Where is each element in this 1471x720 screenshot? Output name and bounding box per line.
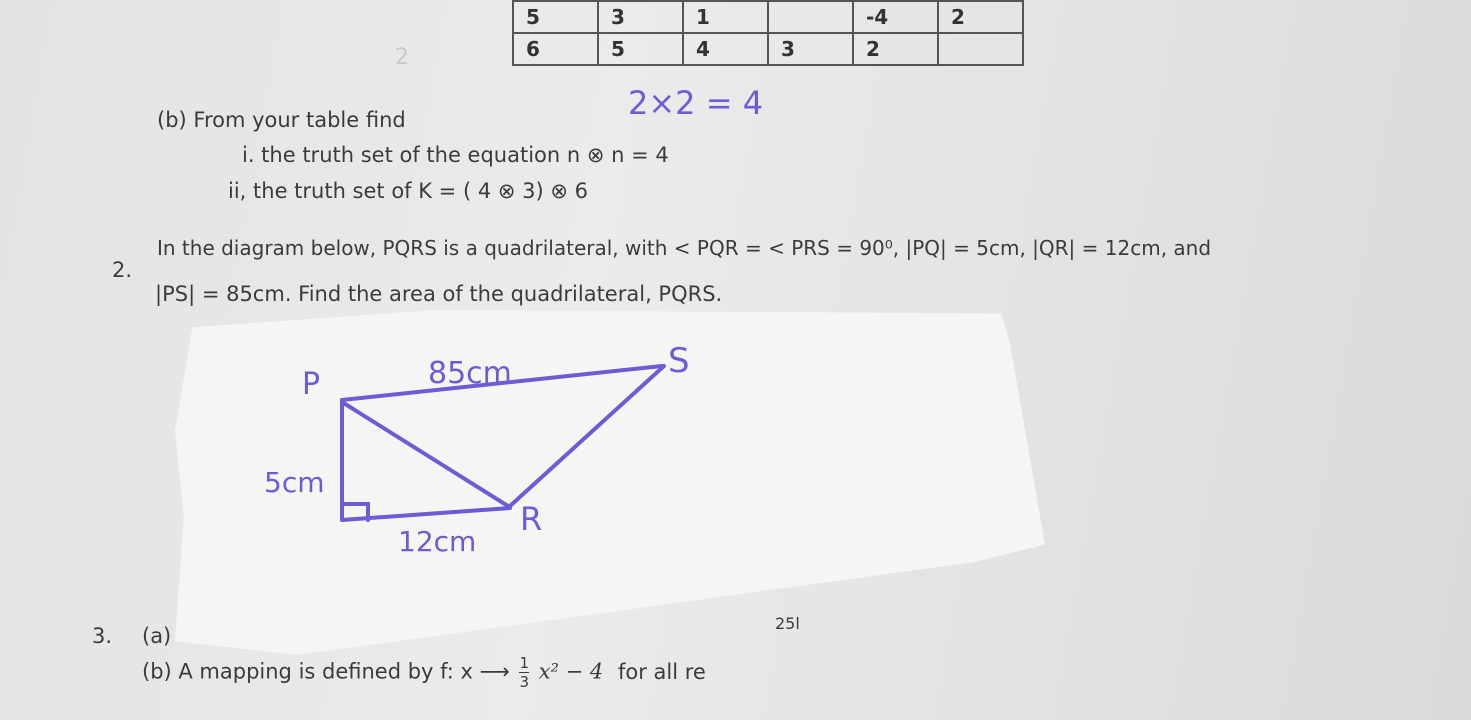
part-b-heading: (b) From your table find: [157, 108, 406, 132]
part-b-expression: x² − 4: [538, 659, 604, 684]
vertex-label-p: P: [302, 367, 321, 402]
diagonal-pr: [342, 402, 508, 506]
fraction: [519, 654, 529, 691]
question-2-number: 2.: [112, 258, 133, 282]
question-3-part-a: (a): [142, 624, 172, 648]
vertex-label-r: R: [520, 500, 543, 538]
part-b-item-i: i. the truth set of the equation n ⊗ n = 4: [242, 143, 669, 167]
question-2-line-2: |PS| = 85cm. Find the area of the quadrilateral, PQRS.: [155, 282, 723, 306]
table-cell: -4: [853, 1, 938, 33]
question-2-line-1: In the diagram below, PQRS is a quadrilateral, with < PQR = < PRS = 90⁰, |PQ| = 5cm, |QR| = 12cm, and: [157, 236, 1212, 260]
table-cell: 5: [598, 33, 683, 65]
table-cell: 2: [853, 33, 938, 65]
side-rs: [510, 366, 664, 506]
margin-note: 2: [395, 45, 409, 70]
table-cell: 3: [598, 1, 683, 33]
table-cell: 3: [768, 33, 853, 65]
table-cell: 4: [683, 33, 768, 65]
table-cell: 6: [513, 33, 598, 65]
question-3-number: 3.: [92, 624, 113, 648]
fraction-denominator: 3: [519, 673, 530, 691]
part-b-prefix: (b) A mapping is defined by f: x ⟶: [142, 659, 510, 684]
table-cell: 5: [513, 1, 598, 33]
side-label-ps: 85cm: [428, 356, 512, 391]
part-b-item-ii: ii, the truth set of K = ( 4 ⊗ 3) ⊗ 6: [228, 179, 588, 203]
vertex-label-s: S: [668, 341, 690, 381]
side-label-pq: 5cm: [264, 466, 325, 499]
fraction-numerator: 1: [519, 654, 530, 672]
question-3-part-b: [142, 654, 706, 691]
table-cell: 2: [938, 1, 1023, 33]
handwritten-answer: 2×2 = 4: [628, 84, 764, 122]
side-label-qr: 12cm: [398, 525, 477, 558]
part-b-suffix: for all re: [617, 659, 706, 684]
table-cell: 1: [683, 1, 768, 33]
question-3-note: 25l: [775, 614, 800, 633]
